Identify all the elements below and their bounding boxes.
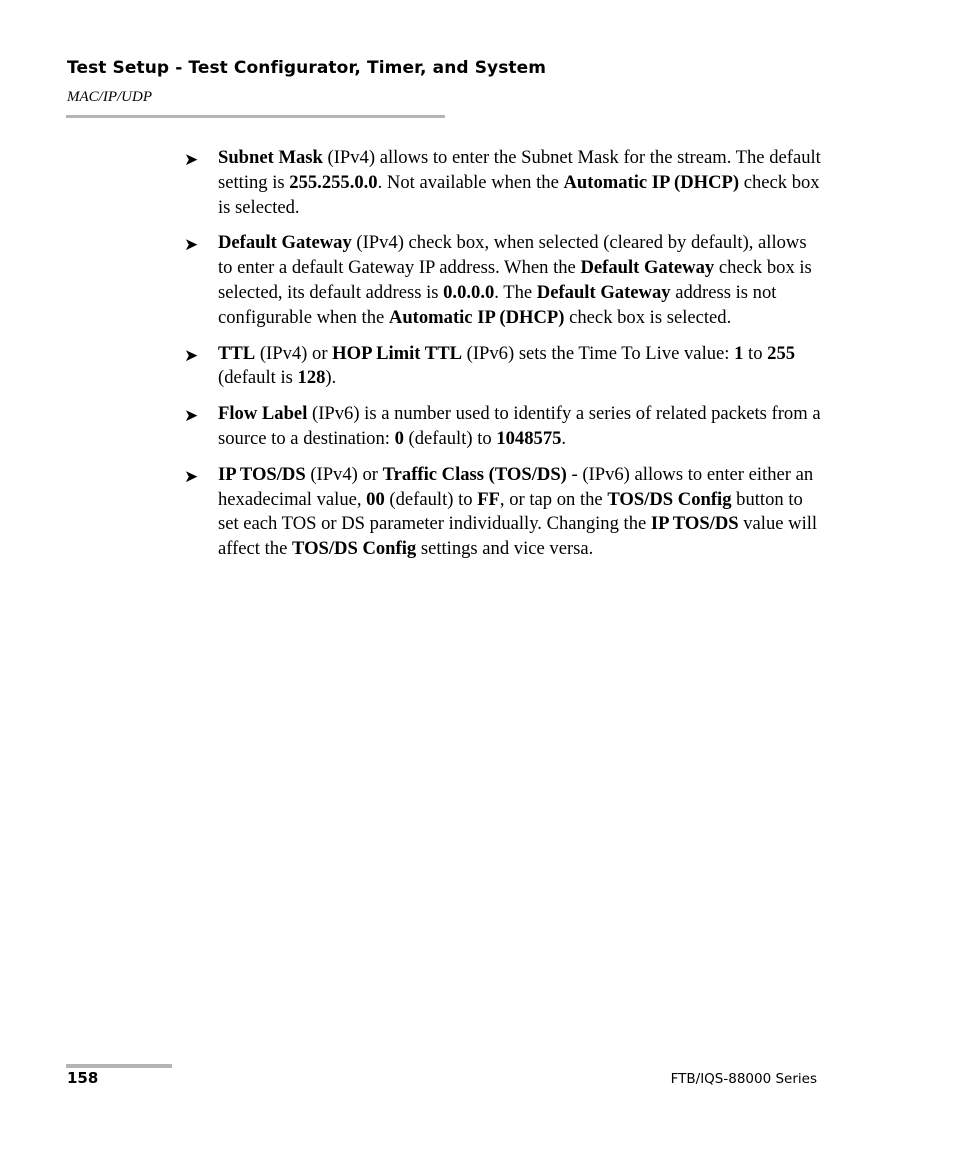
bullet-term: Traffic Class (TOS/DS): [382, 463, 567, 485]
bullet-text-segment: (IPv4) or: [255, 342, 333, 364]
bullet-text-segment: (IPv4) check box, when selected (cleared by default), allows to enter a default Gateway IP address. When the: [218, 232, 807, 279]
arrow-bullet-icon: ➤: [184, 150, 199, 170]
bullet-text-segment: (default) to: [403, 427, 497, 449]
bullet-value: 128: [297, 367, 326, 389]
section-title: Test Setup - Test Configurator, Timer, and System: [67, 58, 547, 78]
bullet-text-segment: (default is: [218, 367, 298, 389]
bullet-text-segment: check box is selected.: [564, 306, 732, 328]
bullet-term: Flow Label: [218, 403, 308, 425]
bullet-term: Default Gateway: [580, 257, 715, 279]
bullet-term: TOS/DS Config: [292, 538, 417, 560]
bullet-text-segment: to: [743, 342, 768, 364]
arrow-bullet-icon: ➤: [184, 466, 199, 487]
bullet-term: HOP Limit TTL: [332, 342, 463, 364]
arrow-bullet-icon: ➤: [184, 345, 199, 366]
bullet-text-segment: (IPv4) allows to enter the Subnet Mask for the stream. The default setting is: [218, 147, 821, 193]
bullet-text-segment: , or tap on the: [499, 488, 608, 510]
bullet-text: [218, 232, 812, 327]
bullet-value: 00: [366, 488, 385, 510]
bullet-ip-tos-ds: [184, 463, 824, 562]
bullet-text: [218, 147, 821, 218]
bullet-value: 0.0.0.0: [443, 281, 495, 303]
header-divider: [66, 115, 445, 118]
bullet-text-segment: button to set each TOS or DS parameter individually. Changing the: [218, 488, 803, 535]
bullet-value: 1: [734, 342, 744, 364]
bullet-text-segment: settings and vice versa.: [416, 538, 594, 560]
bullet-term: Default Gateway: [536, 281, 671, 303]
section-subtitle: MAC/IP/UDP: [67, 89, 152, 105]
bullet-term: Automatic IP (DHCP): [563, 171, 740, 193]
bullet-text-segment: check box is selected, its default address is: [218, 257, 812, 303]
bullet-value: 1048575: [496, 427, 562, 449]
bullet-text: [218, 464, 817, 559]
bullet-value: FF: [477, 488, 500, 510]
bullet-value: 255: [767, 342, 796, 364]
bullet-subnet-mask: [184, 146, 824, 220]
bullet-value: 255.255.0.0: [289, 171, 378, 193]
bullet-text-segment: address is not configurable when the: [218, 281, 777, 328]
product-series: FTB/IQS-88000 Series: [670, 1071, 817, 1087]
page-number: 158: [67, 1069, 99, 1087]
bullet-term: IP TOS/DS: [218, 463, 306, 485]
bullet-value: 0: [394, 427, 404, 449]
bullet-text-segment: . Not available when the: [377, 171, 564, 193]
bullet-text-segment: (IPv6) sets the Time To Live value:: [462, 342, 735, 364]
arrow-bullet-icon: ➤: [184, 406, 199, 427]
arrow-bullet-icon: ➤: [184, 235, 199, 256]
bullet-term: Subnet Mask: [218, 147, 323, 168]
bullet-term: Automatic IP (DHCP): [388, 306, 565, 328]
bullet-text: [218, 343, 795, 389]
bullet-list: [184, 146, 824, 573]
bullet-text-segment: (IPv6) is a number used to identify a series of related packets from a source to a destination:: [218, 403, 821, 449]
bullet-text-segment: .: [561, 427, 567, 449]
bullet-text-segment: (IPv4) or: [305, 463, 383, 485]
bullet-text-segment: value will affect the: [218, 513, 818, 560]
bullet-term: TTL: [218, 342, 256, 364]
bullet-text-segment: . The: [494, 281, 537, 303]
bullet-text-segment: ).: [325, 367, 337, 389]
bullet-default-gateway: [184, 231, 824, 330]
footer-divider: [66, 1064, 172, 1068]
bullet-flow-label: [184, 402, 824, 452]
bullet-text: [218, 403, 821, 449]
bullet-term: IP TOS/DS: [650, 513, 739, 535]
bullet-ttl: [184, 342, 824, 392]
bullet-term: Default Gateway: [218, 232, 352, 254]
bullet-text-segment: (default) to: [384, 488, 478, 510]
bullet-term: TOS/DS Config: [607, 488, 732, 510]
bullet-text-segment: check box is selected.: [218, 171, 820, 218]
bullet-text-segment: - (IPv6) allows to enter either an hexadecimal value,: [218, 463, 814, 510]
